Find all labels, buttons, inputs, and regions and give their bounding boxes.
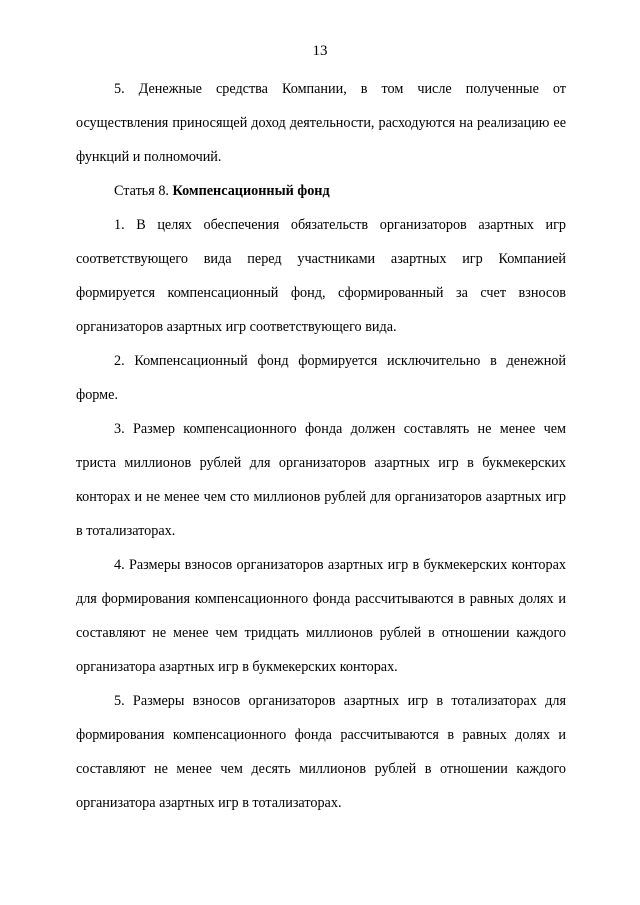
paragraph-money-usage: 5. Денежные средства Компании, в том числе полученные от осуществления приносящей доход деятельности, расходуются на реализацию ее функций и полномочий. [76, 81, 566, 165]
article-title: Компенсационный фонд [172, 183, 330, 199]
article-label: Статья 8. [114, 183, 169, 199]
page-number: 13 [312, 43, 328, 59]
paragraph-2: 2. Компенсационный фонд формируется исключительно в денежной форме. [76, 353, 566, 403]
paragraph-4: 4. Размеры взносов организаторов азартных игр в букмекерских конторах для формирования компенсационного фонда рассчитываются в равных долях и составляют не менее чем тридцать миллионов рублей в отношении каждого организатора азартных игр в букмекерских конторах. [76, 557, 566, 675]
paragraph-1: 1. В целях обеспечения обязательств организаторов азартных игр соответствующего вида перед участниками азартных игр Компанией формируется компенсационный фонд, сформированный за счет взносов организаторов азартных игр соответствующего вида. [76, 217, 566, 335]
paragraph-3: 3. Размер компенсационного фонда должен составлять не менее чем триста миллионов рублей для организаторов азартных игр в букмекерских конторах и не менее чем сто миллионов рублей для организаторов азартных игр в тотализаторах. [76, 421, 566, 539]
paragraph-5: 5. Размеры взносов организаторов азартных игр в тотализаторах для формирования компенсационного фонда рассчитываются в равных долях и составляют не менее чем десять миллионов рублей в отношении каждого организатора азартных игр в тотализаторах. [76, 693, 566, 811]
article-heading [76, 174, 566, 208]
document-body [76, 72, 566, 820]
